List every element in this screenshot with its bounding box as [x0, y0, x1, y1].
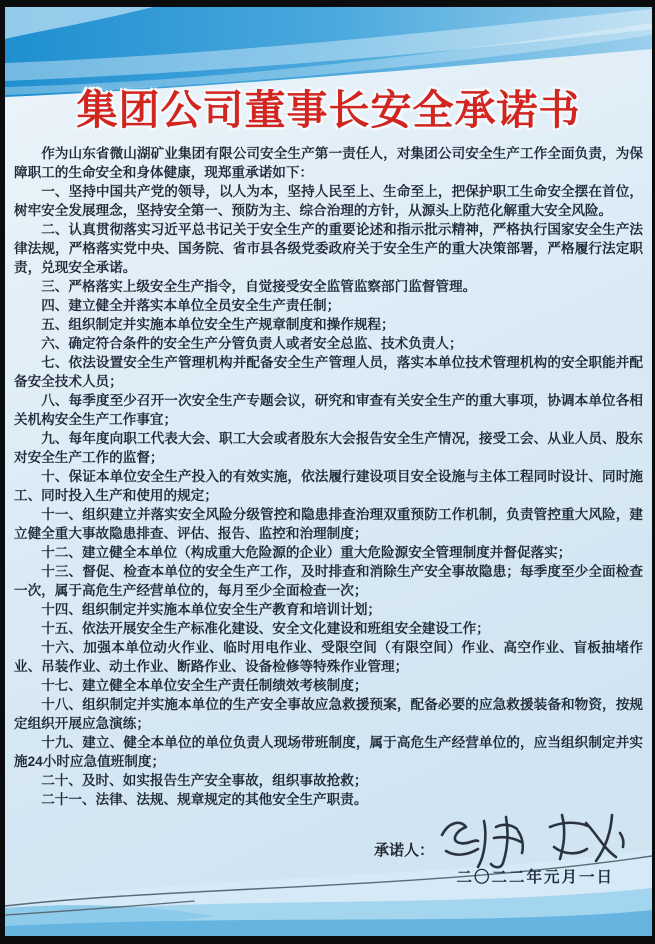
- paragraph: 九、每年度向职工代表大会、职工大会或者股东大会报告安全生产情况，接受工会、从业人员、股东对安全生产工作的监督；: [14, 431, 643, 465]
- paragraph: 十、保证本单位安全生产投入的有效实施，依法履行建设项目安全设施与主体工程同时设计、同时施工、同时投入生产和使用的规定；: [14, 469, 643, 503]
- paragraph: 六、确定符合条件的安全生产分管负责人或者安全总监、技术负责人；: [41, 336, 463, 351]
- paragraph: 十九、建立、健全本单位的单位负责人现场带班制度，属于高危生产经营单位的，应当组织制定并实施24小时应急值班制度；: [14, 735, 643, 769]
- paragraph: 十六、加强本单位动火作业、临时用电作业、受限空间（有限空间）作业、高空作业、盲板抽堵作业、吊装作业、动土作业、断路作业、设备检修等特殊作业管理；: [14, 640, 643, 674]
- paragraph: 五、组织制定并实施本单位安全生产规章制度和操作规程；: [41, 317, 395, 332]
- paragraph: 七、依法设置安全生产管理机构并配备安全生产管理人员，落实本单位技术管理机构的安全职能并配备安全技术人员；: [14, 355, 643, 389]
- paragraph: 三、严格落实上级安全生产指令，自觉接受安全监管监察部门监督管理。: [41, 279, 477, 294]
- document-title: 集团公司董事长安全承诺书: [76, 87, 581, 133]
- paragraph: 十二、建立健全本单位（构成重大危险源的企业）重大危险源安全管理制度并督促落实；: [41, 545, 572, 560]
- signature-label: 承诺人：: [373, 842, 434, 859]
- signature-row: [374, 805, 630, 869]
- paragraph: 二、认真贯彻落实习近平总书记关于安全生产的重要论述和指示批示精神，严格执行国家安全生产法律法规，严格落实党中央、国务院、省市县各级党委政府关于安全生产的重大决策部署，严格履行法定职责，兑现安全承诺。: [14, 222, 643, 275]
- paragraph: 十八、组织制定并实施本单位的生产安全事故应急救援预案，配备必要的应急救援装备和物资，按规定组织开展应急演练；: [14, 697, 643, 731]
- handwritten-signatures: [434, 805, 630, 869]
- document-body: [14, 144, 643, 809]
- paragraph: 十一、组织建立并落实安全风险分级管控和隐患排查治理双重预防工作机制，负责管控重大风险，建立健全重大事故隐患排查、评估、报告、监控和治理制度；: [14, 507, 643, 541]
- paragraph: 二十一、法律、法规、规章规定的其他安全生产职责。: [41, 792, 368, 807]
- paragraph: 二十、及时、如实报告生产安全事故，组织事故抢救；: [41, 773, 368, 788]
- paragraph: 十三、督促、检查本单位的安全生产工作，及时排查和消除生产安全事故隐患；每季度至少全面检查一次，属于高危生产经营单位的，每月至少全面检查一次；: [14, 564, 643, 598]
- paragraph: 作为山东省微山湖矿业集团有限公司安全生产第一责任人，对集团公司安全生产工作全面负责，为保障职工的生命安全和身体健康，现郑重承诺如下：: [14, 146, 643, 180]
- paragraph: 四、建立健全并落实本单位全员安全生产责任制；: [41, 298, 341, 313]
- paragraph: 八、每季度至少召开一次安全生产专题会议，研究和审查有关安全生产的重大事项，协调本单位各相关机构安全生产工作事宜；: [14, 393, 643, 427]
- document-date: 二〇二二年元月一日: [456, 869, 614, 886]
- paragraph: 十四、组织制定并实施本单位安全生产教育和培训计划；: [41, 602, 382, 617]
- paragraph: 十五、依法开展安全生产标准化建设、安全文化建设和班组安全建设工作；: [41, 621, 490, 636]
- paragraph: 十七、建立健全本单位安全生产责任制绩效考核制度；: [41, 678, 368, 693]
- document-page: [5, 7, 652, 936]
- paragraph: 一、坚持中国共产党的领导，以人为本，坚持人民至上、生命至上，把保护职工生命安全摆在首位，树牢安全发展理念，坚持安全第一、预防为主、综合治理的方针，从源头上防范化解重大安全风险。: [14, 184, 643, 218]
